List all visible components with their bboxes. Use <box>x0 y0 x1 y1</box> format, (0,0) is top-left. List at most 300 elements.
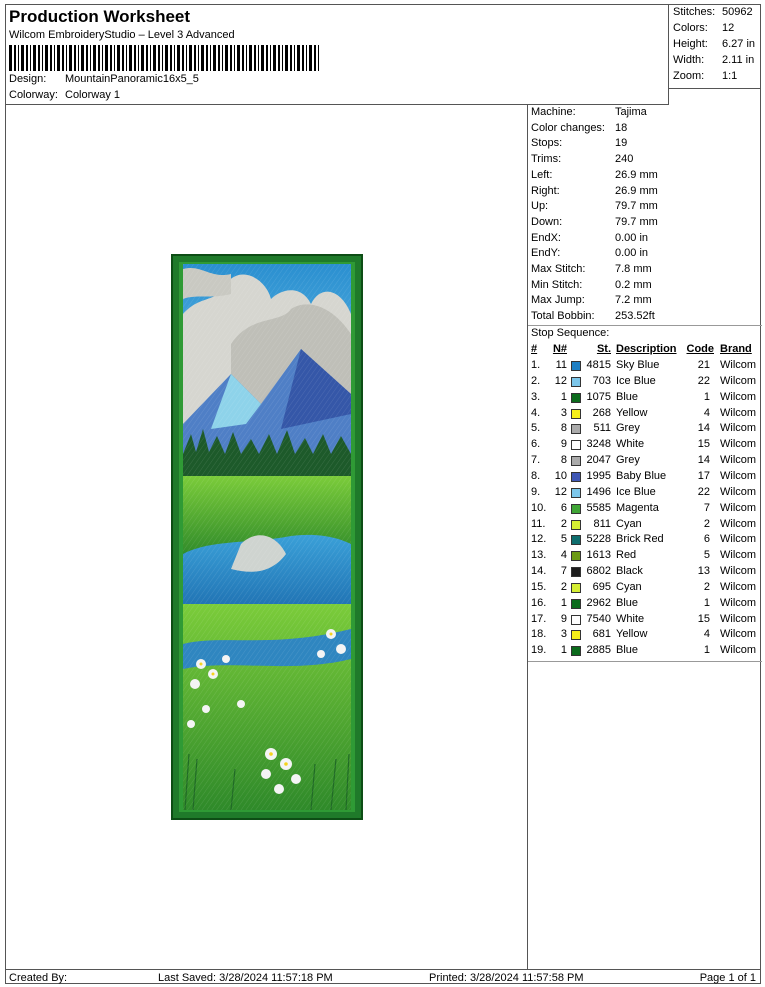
barcode-bar <box>270 45 271 71</box>
barcode-bar <box>189 45 192 71</box>
summary-row <box>673 54 754 66</box>
color-swatch <box>571 409 581 419</box>
color-description: Grey <box>616 422 640 435</box>
barcode-bar <box>9 45 12 71</box>
color-code: 5 <box>703 549 710 562</box>
stitch-count: 1995 <box>586 469 611 482</box>
thread-brand: Wilcom <box>720 517 757 530</box>
color-code: 21 <box>697 359 710 371</box>
worksheet <box>5 4 761 984</box>
info-row <box>531 106 647 121</box>
stop-index: 9. <box>531 485 541 498</box>
needle-number: 12 <box>554 374 567 387</box>
color-description: Black <box>616 565 643 578</box>
barcode-bar <box>54 45 55 71</box>
color-swatch <box>571 567 581 577</box>
info-value: 0.00 in <box>615 247 649 260</box>
stitch-count: 5228 <box>586 533 611 546</box>
barcode-bar <box>69 45 72 71</box>
stop-index: 7. <box>531 454 541 467</box>
barcode-bar <box>33 45 36 71</box>
color-swatch <box>571 504 581 514</box>
barcode-bar <box>297 45 300 71</box>
thread-brand: Wilcom <box>720 565 757 578</box>
stop-row <box>528 407 760 423</box>
color-swatch <box>571 599 581 609</box>
stop-index: 6. <box>531 438 541 451</box>
needle-number: 3 <box>560 628 567 641</box>
barcode-bar <box>182 45 184 71</box>
stitch-count: 1613 <box>586 549 611 562</box>
stitch-count: 7540 <box>586 612 611 625</box>
col-header-code: Code <box>686 343 714 355</box>
col-header-brand: Brand <box>720 343 752 355</box>
needle-number: 9 <box>560 438 567 451</box>
info-label: Left: <box>531 168 553 181</box>
thread-brand: Wilcom <box>720 628 757 641</box>
barcode-bar <box>210 45 211 71</box>
barcode-bar <box>177 45 180 71</box>
design-label: Design: <box>9 73 47 85</box>
stop-row <box>528 533 760 549</box>
page-number: Page 1 of 1 <box>699 972 756 984</box>
barcode-bar <box>81 45 84 71</box>
color-description: Grey <box>616 454 640 467</box>
col-header-description: Description <box>616 343 677 355</box>
info-row <box>531 185 658 200</box>
summary-value: 1:1 <box>722 70 738 82</box>
color-swatch <box>571 488 581 498</box>
stop-index: 10. <box>531 501 547 514</box>
summary-label: Height: <box>673 38 708 50</box>
barcode-bar <box>242 45 244 71</box>
barcode-bar <box>273 45 276 71</box>
color-swatch <box>571 615 581 625</box>
barcode-bar <box>218 45 220 71</box>
barcode-bar <box>129 45 132 71</box>
thread-brand: Wilcom <box>720 454 757 467</box>
col-header-needle: N# <box>552 343 567 355</box>
stop-row <box>528 391 760 407</box>
info-label: Max Jump: <box>531 294 585 307</box>
barcode-bar <box>165 45 168 71</box>
color-description: Blue <box>616 596 639 609</box>
stop-index: 1. <box>531 359 541 371</box>
barcode-bar <box>254 45 256 71</box>
barcode-bar <box>249 45 252 71</box>
color-code: 7 <box>703 501 710 514</box>
stop-row <box>528 359 760 375</box>
barcode-bar <box>138 45 139 71</box>
stop-index: 15. <box>531 580 547 593</box>
info-value: 7.2 mm <box>615 294 652 307</box>
color-swatch <box>571 424 581 434</box>
barcode-bar <box>66 45 67 71</box>
barcode-bar <box>114 45 115 71</box>
summary-row <box>673 70 737 82</box>
barcode-bar <box>74 45 76 71</box>
barcode-bar <box>42 45 43 71</box>
stop-index: 18. <box>531 628 547 641</box>
design-value: MountainPanoramic16x5_5 <box>65 73 199 85</box>
thread-brand: Wilcom <box>720 390 757 403</box>
worksheet-header <box>6 5 669 105</box>
barcode-bar <box>206 45 208 71</box>
barcode-bar <box>266 45 268 71</box>
info-value: 240 <box>615 153 634 166</box>
stop-row <box>528 454 760 470</box>
needle-number: 12 <box>554 485 567 498</box>
info-value: 7.8 mm <box>615 263 652 275</box>
color-code: 22 <box>697 374 710 387</box>
barcode-bar <box>309 45 312 71</box>
stop-index: 14. <box>531 565 547 578</box>
color-code: 13 <box>697 565 710 578</box>
color-swatch <box>571 583 581 593</box>
info-row <box>531 122 627 137</box>
info-label: Up: <box>531 200 549 213</box>
summary-label: Stitches: <box>673 6 716 18</box>
stitch-count: 703 <box>592 374 611 387</box>
summary-label: Colors: <box>673 22 708 34</box>
color-swatch <box>571 393 581 403</box>
summary-row <box>673 22 734 34</box>
info-value: Tajima <box>615 106 647 118</box>
stop-row <box>528 470 760 486</box>
software-subtitle: Wilcom EmbroideryStudio – Level 3 Advanced <box>9 29 235 41</box>
stop-index: 13. <box>531 549 547 562</box>
stop-index: 12. <box>531 533 547 546</box>
needle-number: 10 <box>554 469 567 482</box>
thread-brand: Wilcom <box>720 596 757 609</box>
color-description: Yellow <box>616 628 648 641</box>
barcode-bar <box>126 45 127 71</box>
stop-row <box>528 375 760 391</box>
barcode-bar <box>170 45 172 71</box>
color-code: 2 <box>703 580 710 593</box>
summary-label: Width: <box>673 54 705 66</box>
stop-row <box>528 628 760 644</box>
printed-date: Printed: 3/28/2024 11:57:58 PM <box>429 972 584 984</box>
needle-number: 2 <box>560 517 567 530</box>
info-row <box>531 263 652 278</box>
color-code: 1 <box>703 390 710 403</box>
color-code: 6 <box>703 533 710 546</box>
color-code: 14 <box>697 454 710 467</box>
needle-number: 1 <box>560 596 567 609</box>
stop-index: 19. <box>531 644 547 657</box>
needle-number: 6 <box>560 501 567 514</box>
barcode-bar <box>234 45 235 71</box>
stop-sequence-label: Stop Sequence: <box>531 327 610 339</box>
info-value: 0.00 in <box>615 231 649 244</box>
barcode-bar <box>194 45 196 71</box>
barcode-bar <box>285 45 288 71</box>
divider <box>528 661 762 662</box>
color-description: Cyan <box>616 517 642 530</box>
summary-value: 2.11 in <box>722 54 755 66</box>
color-code: 22 <box>697 485 710 498</box>
barcode-bar <box>93 45 96 71</box>
thread-brand: Wilcom <box>720 533 757 546</box>
barcode-bar <box>174 45 175 71</box>
info-label: Right: <box>531 184 560 197</box>
info-row <box>531 169 658 184</box>
info-row <box>531 216 658 231</box>
color-swatch <box>571 520 581 530</box>
colorway-label: Colorway: <box>9 89 58 101</box>
design-row <box>9 73 199 85</box>
barcode-bar <box>45 45 48 71</box>
barcode-bar <box>213 45 216 71</box>
color-code: 1 <box>703 596 710 609</box>
barcode-bar <box>225 45 228 71</box>
needle-number: 2 <box>560 580 567 593</box>
color-swatch <box>571 646 581 656</box>
barcode-bar <box>122 45 124 71</box>
needle-number: 5 <box>560 533 567 546</box>
stop-row <box>528 502 760 518</box>
info-value: 26.9 mm <box>615 168 658 181</box>
thread-brand: Wilcom <box>720 612 757 625</box>
info-row <box>531 200 658 215</box>
thread-brand: Wilcom <box>720 469 757 482</box>
color-swatch <box>571 361 581 371</box>
barcode-bar <box>102 45 103 71</box>
info-label: EndY: <box>531 247 561 260</box>
stitch-count: 6802 <box>586 565 611 578</box>
colorway-value: Colorway 1 <box>65 89 121 101</box>
stop-index: 8. <box>531 469 541 482</box>
barcode-bar <box>258 45 259 71</box>
stitch-count: 2962 <box>586 596 611 609</box>
stop-row <box>528 438 760 454</box>
color-swatch <box>571 472 581 482</box>
color-swatch <box>571 377 581 387</box>
needle-number: 1 <box>560 390 567 403</box>
stitch-count: 268 <box>592 406 611 419</box>
thread-brand: Wilcom <box>720 438 757 451</box>
summary-row <box>673 6 753 18</box>
info-row <box>531 232 648 247</box>
needle-number: 4 <box>560 549 567 562</box>
barcode-bar <box>18 45 19 71</box>
thread-brand: Wilcom <box>720 549 757 562</box>
embroidery-design-preview <box>171 254 363 820</box>
color-description: Ice Blue <box>616 374 656 387</box>
color-description: Ice Blue <box>616 485 656 498</box>
stop-row <box>528 518 760 534</box>
divider <box>528 325 762 326</box>
info-row <box>531 247 648 262</box>
color-code: 2 <box>703 517 710 530</box>
info-value: 79.7 mm <box>615 200 658 213</box>
stop-row <box>528 549 760 565</box>
info-row <box>531 279 652 294</box>
barcode-bar <box>302 45 304 71</box>
info-value: 253.52ft <box>615 310 655 323</box>
barcode-bar <box>86 45 88 71</box>
thread-brand: Wilcom <box>720 580 757 593</box>
color-swatch <box>571 440 581 450</box>
info-label: Trims: <box>531 153 562 166</box>
stop-index: 11. <box>531 517 546 530</box>
stop-table-header <box>528 343 760 359</box>
stitch-count: 3248 <box>586 438 611 451</box>
barcode-bar <box>282 45 283 71</box>
thread-brand: Wilcom <box>720 485 757 498</box>
info-row <box>531 153 633 168</box>
color-code: 4 <box>703 628 710 641</box>
info-label: Min Stitch: <box>531 278 583 291</box>
color-swatch <box>571 456 581 466</box>
stitch-count: 695 <box>592 580 611 593</box>
barcode-bar <box>57 45 60 71</box>
barcode-bar <box>158 45 160 71</box>
needle-number: 8 <box>560 454 567 467</box>
barcode-bar <box>318 45 319 71</box>
needle-number: 7 <box>560 565 567 578</box>
stop-row <box>528 644 760 660</box>
color-description: Brick Red <box>616 533 664 546</box>
col-header-stitches: St. <box>596 343 611 355</box>
color-description: Magenta <box>616 501 659 514</box>
barcode-bar <box>26 45 28 71</box>
stitch-count: 511 <box>593 422 611 435</box>
summary-label: Zoom: <box>673 70 705 82</box>
barcode-bar <box>198 45 199 71</box>
barcode-bar <box>90 45 91 71</box>
stitch-count: 5585 <box>586 501 611 514</box>
summary-row <box>673 38 755 50</box>
color-description: Sky Blue <box>616 359 660 371</box>
colorway-row <box>9 89 120 101</box>
barcode-bar <box>30 45 31 71</box>
stitch-count: 2047 <box>586 454 611 467</box>
stitch-count: 1496 <box>586 485 611 498</box>
color-description: Cyan <box>616 580 642 593</box>
info-value: 18 <box>615 121 628 134</box>
color-swatch <box>571 535 581 545</box>
color-code: 1 <box>703 644 710 657</box>
barcode-bar <box>261 45 264 71</box>
barcode-bar <box>290 45 292 71</box>
needle-number: 1 <box>560 644 567 657</box>
color-swatch <box>571 551 581 561</box>
stop-row <box>528 486 760 502</box>
barcode-bar <box>62 45 64 71</box>
barcode-bar <box>78 45 79 71</box>
stitch-count: 681 <box>592 628 611 641</box>
summary-value: 12 <box>722 22 735 34</box>
color-description: Yellow <box>616 406 648 419</box>
info-label: Max Stitch: <box>531 263 586 275</box>
barcode-bar <box>110 45 112 71</box>
barcode-bar <box>14 45 16 71</box>
barcode-bar <box>294 45 295 71</box>
barcode-bar <box>150 45 151 71</box>
thread-brand: Wilcom <box>720 374 757 387</box>
color-code: 4 <box>703 406 710 419</box>
info-value: 0.2 mm <box>615 278 652 291</box>
created-by: Created By: <box>9 972 68 984</box>
stop-row <box>528 422 760 438</box>
barcode-bar <box>98 45 100 71</box>
barcode-bar <box>134 45 136 71</box>
info-row <box>531 294 652 309</box>
barcode-bar <box>201 45 204 71</box>
barcode-bar <box>230 45 232 71</box>
color-description: Red <box>616 549 637 562</box>
barcode-bar <box>153 45 156 71</box>
color-description: White <box>616 612 645 625</box>
thread-brand: Wilcom <box>720 406 757 419</box>
page-title: Production Worksheet <box>9 7 191 26</box>
stop-row <box>528 597 760 613</box>
needle-number: 8 <box>560 422 567 435</box>
stop-row <box>528 613 760 629</box>
thread-brand: Wilcom <box>720 501 757 514</box>
color-code: 15 <box>697 438 710 451</box>
color-description: Baby Blue <box>616 469 667 482</box>
barcode-bar <box>237 45 240 71</box>
stop-index: 17. <box>531 612 547 625</box>
color-code: 17 <box>697 469 710 482</box>
stitch-count: 2885 <box>586 644 611 657</box>
barcode-bar <box>117 45 120 71</box>
stop-row <box>528 565 760 581</box>
color-code: 15 <box>697 612 710 625</box>
stitch-count: 4815 <box>586 359 611 371</box>
info-label: Down: <box>531 215 563 228</box>
thread-brand: Wilcom <box>720 422 757 435</box>
info-row <box>531 137 627 152</box>
needle-number: 9 <box>560 612 567 625</box>
thread-brand: Wilcom <box>720 644 757 657</box>
stitch-count: 1075 <box>586 390 611 403</box>
barcode-bar <box>105 45 108 71</box>
needle-number: 11 <box>555 359 567 371</box>
barcode-bar <box>162 45 163 71</box>
barcode-bar <box>38 45 40 71</box>
color-description: Blue <box>616 644 639 657</box>
last-saved: Last Saved: 3/28/2024 11:57:18 PM <box>158 972 333 984</box>
barcode-bar <box>246 45 247 71</box>
barcode-bar <box>146 45 148 71</box>
worksheet-footer <box>6 969 760 985</box>
info-value: 19 <box>615 137 628 150</box>
stop-index: 2. <box>531 374 541 387</box>
barcode-bar <box>21 45 24 71</box>
color-code: 14 <box>697 422 710 435</box>
color-description: White <box>616 438 645 451</box>
needle-number: 3 <box>560 406 567 419</box>
stop-row <box>528 581 760 597</box>
barcode-bar <box>141 45 144 71</box>
info-label: Color changes: <box>531 121 605 134</box>
info-label: Stops: <box>531 137 563 150</box>
barcode-bar <box>314 45 316 71</box>
thread-brand: Wilcom <box>720 359 757 371</box>
color-description: Blue <box>616 390 639 403</box>
barcode <box>9 45 321 71</box>
stitch-count: 811 <box>593 517 611 530</box>
stop-index: 5. <box>531 422 541 435</box>
design-preview-area <box>6 105 528 969</box>
barcode-bar <box>278 45 280 71</box>
barcode-bar <box>186 45 187 71</box>
color-swatch <box>571 630 581 640</box>
